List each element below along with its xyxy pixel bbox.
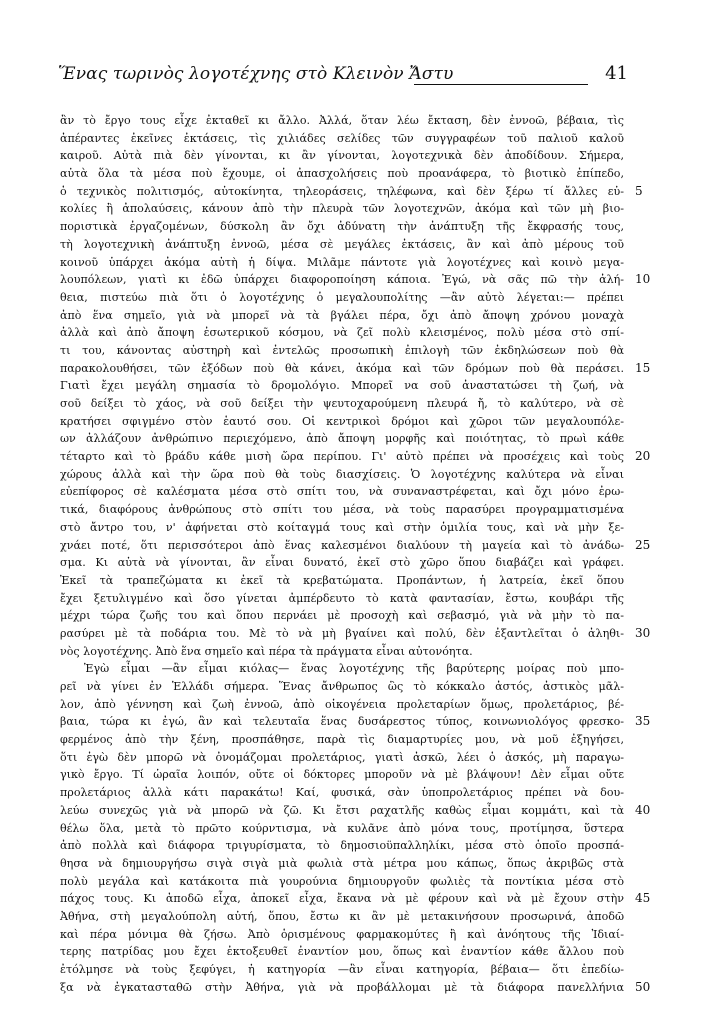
line-number: 20 bbox=[635, 449, 651, 464]
text-line bbox=[60, 855, 624, 873]
line-text: στὸ ἄντρο του, ν' ἀφήνεται στὸ κοίταγμά τους καὶ στὴν ὁμιλία τους, καὶ νὰ μὴν ξε- bbox=[60, 520, 624, 534]
line-text: προλετάριος ἀλλὰ κάτι παρακάτω! Καί, φυσικά, σὰν ὑποπρολετάριος πρέπει νὰ δου- bbox=[60, 786, 624, 800]
line-text: παρακολουθήσει, τῶν ἐξόδων ποὺ θὰ κάνει, ἀκόμα καὶ τῶν δρόμων ποὺ θὰ περάσει. bbox=[60, 361, 624, 375]
line-text: κολίες ἢ ἀπολαύσεις, κάνουν ἀπὸ τὴν πλευρὰ τῶν λογοτεχνῶν, ἀκόμα καὶ τῶν μὴ βιο- bbox=[60, 202, 624, 216]
text-line bbox=[60, 908, 624, 926]
text-line bbox=[60, 254, 624, 272]
line-number: 50 bbox=[635, 979, 651, 994]
line-text: ἀπὸ πολλὰ καὶ διάφορα τριγυρίσματα, τὸ δημοσιοϋπαλληλίκι, μέσα στὸ ὁποῖο προσπά- bbox=[60, 839, 624, 853]
text-line bbox=[60, 430, 624, 448]
text-line bbox=[60, 749, 624, 767]
text-line bbox=[60, 377, 624, 395]
page-number: 41 bbox=[605, 63, 628, 84]
line-text: ὁ τεχνικὸς πολιτισμός, αὐτοκίνητα, τηλεοράσεις, τηλέφωνα, καὶ δὲν ξέρω τί ἄλλες εὐ- bbox=[60, 184, 624, 198]
text-line bbox=[60, 784, 624, 802]
text-line bbox=[60, 731, 624, 749]
text-line bbox=[60, 607, 624, 625]
line-text: λον, ἀπὸ γέννηση καὶ ζωὴ ἐννοῶ, ἀπὸ οἰκογένεια προλεταρίων ὅμως, προλετάριος, βέ- bbox=[60, 697, 624, 711]
text-line bbox=[60, 236, 624, 254]
text-line bbox=[60, 448, 651, 466]
line-text: πάχος τους. Κι ἀποδῶ εἶχα, ἀποκεῖ εἶχα, ἔκανα νὰ μὲ φέρουν καὶ νὰ μὲ ἔχουν στὴν bbox=[60, 892, 624, 906]
line-text: ποριστικὰ ἐργαζομένων, δύσκολη ἂν ὄχι ἀδύνατη τὴν ἀνάπτυξη τῆς ἔκφρασής τους, bbox=[60, 220, 624, 234]
line-text: σμα. Κι αὐτὰ νὰ γίνονται, ἂν εἶναι δυνατό, ἐκεῖ στὸ χῶρο ὅπου διαβάζει καὶ γράφει. bbox=[60, 556, 624, 570]
line-text: θησα νὰ δημιουργήσω σιγὰ σιγὰ μιὰ φωλιὰ στὰ μέτρα μου κάπως, ὅπως ἀκριβῶς στὰ bbox=[60, 856, 624, 870]
text-line bbox=[60, 678, 624, 696]
text-line bbox=[60, 802, 651, 820]
text-line bbox=[60, 873, 624, 891]
line-text: ἀπὸ ἕνα σημεῖο, γιὰ νὰ μπορεῖ νὰ τὰ βγάλει πέρα, ὄχι ἀπὸ ἄποψη χρόνου μοναχὰ bbox=[60, 308, 624, 322]
line-text: Ἐκεῖ τὰ τραπεζώματα κι ἐκεῖ τὰ κρεβατώματα. Προπάντων, ἡ λατρεία, ἐκεῖ ὅπου bbox=[60, 573, 624, 587]
line-text: τι του, κάνοντας αὐστηρὴ καὶ ἐντελῶς προσωπικὴ ἐπιλογὴ τῶν ἐκδηλώσεων ποὺ θὰ bbox=[60, 343, 624, 357]
line-text: ἂν τὸ ἔργο τους εἶχε ἐκταθεῖ κι ἄλλο. Ἀλλά, ὅταν λέω ἔκταση, δὲν ἐννοῶ, βέβαια, τὶς bbox=[60, 114, 624, 127]
line-text: ὅτι ἐγὼ δὲν μπορῶ νὰ ὀνομάζομαι προλετάριος, γιατὶ ἀσκῶ, λέει ὁ ἀσκός, μὴ παραγω- bbox=[60, 750, 624, 764]
text-line bbox=[60, 147, 624, 165]
text-line bbox=[60, 537, 651, 555]
header-rule bbox=[414, 84, 588, 85]
line-text: θεια, πιστεύω πιὰ ὅτι ὁ λογοτέχνης ὁ μεγαλουπολίτης —ἂν αὐτὸ λέγεται:— πρέπει bbox=[60, 290, 624, 304]
running-header bbox=[58, 64, 628, 94]
text-line bbox=[60, 289, 624, 307]
text-line bbox=[60, 961, 624, 979]
text-line bbox=[60, 890, 651, 908]
line-text: λεύω συνεχῶς γιὰ νὰ μπορῶ νὰ ζῶ. Κι ἔτσι ραχατλῆς καθὼς εἶμαι κομμάτι, καὶ τὰ bbox=[60, 803, 624, 817]
line-text: θέλω ὅλα, μετὰ τὸ πρῶτο κούρντισμα, νὰ κυλᾶνε ἀπὸ μόνα τους, προτίμησα, ὕστερα bbox=[60, 821, 624, 835]
line-number: 40 bbox=[635, 802, 651, 817]
line-text: κρατήσει σφιγμένο στὸν ἑαυτό σου. Οἱ κεντρικοὶ δρόμοι καὶ χῶροι τῶν μεγαλουπόλε- bbox=[60, 414, 624, 428]
text-line bbox=[60, 413, 624, 431]
text-line bbox=[60, 713, 651, 731]
line-text: κοινοῦ ὑπάρχει ἀκόμα αὐτὴ ἡ δίψα. Μιλᾶμε πάντοτε γιὰ λογοτέχνες καὶ κοινὸ μεγα- bbox=[60, 255, 624, 269]
text-line bbox=[60, 501, 624, 519]
line-number: 45 bbox=[635, 891, 651, 906]
line-number: 5 bbox=[635, 183, 643, 198]
text-line bbox=[60, 466, 624, 484]
line-text: καὶ πέρα μόνιμα θὰ ζήσω. Ἀπὸ ὁρισμένους φαρμακομύτες ἢ καὶ ἀνόητους τῆς Ἰδιαί- bbox=[60, 927, 624, 941]
text-line bbox=[60, 130, 624, 148]
text-line bbox=[60, 200, 624, 218]
line-text: ἐτόλμησε νὰ τοὺς ξεφύγει, ἡ κατηγορία —ἂν εἶναι κατηγορία, βέβαια— ὅτι ἐπεδίω- bbox=[60, 963, 624, 976]
text-line bbox=[60, 660, 624, 678]
text-line bbox=[60, 943, 624, 961]
line-text: σοῦ δείξει τὸ χάος, νὰ σοῦ δείξει τὴν ψευτοχαρούμενη πλευρά ἤ, τὸ καλύτερο, νὰ σὲ bbox=[60, 397, 624, 410]
line-text: τὴ λογοτεχνικὴ ἀνάπτυξη ἐννοῶ, μέσα σὲ μεγάλες ἐκτάσεις, ἂν καὶ ἀπὸ μέρους τοῦ bbox=[60, 237, 624, 251]
body-text bbox=[60, 112, 651, 996]
text-line bbox=[60, 572, 624, 590]
text-line bbox=[60, 112, 624, 130]
line-text: καιροῦ. Αὐτὰ πιὰ δὲν γίνονται, κι ἂν γίνονται, λογοτεχνικὰ δὲν ἀποδίδουν. Σήμερα, bbox=[60, 149, 624, 163]
text-line bbox=[60, 165, 624, 183]
text-line bbox=[60, 519, 624, 537]
line-text: γικὸ ἔργο. Τί ὡραῖα λοιπόν, οὔτε οἱ δόκτορες μποροῦν νὰ μὲ βλάψουν! Δὲν εἶμαι οὔτε bbox=[60, 768, 624, 782]
line-text: εὐεπίφορος σὲ καλέσματα μέσα στὸ σπίτι του, νὰ συναναστρέφεται, καὶ ὄχι μόνο ἐρω- bbox=[60, 485, 624, 499]
text-line bbox=[60, 696, 624, 714]
line-text: Ἐγὼ εἶμαι —ἂν εἶμαι κιόλας— ἕνας λογοτέχνης τῆς βαρύτερης μοίρας ποὺ μπο- bbox=[84, 662, 624, 676]
running-head-title: Ἕνας τωρινὸς λογοτέχνης στὸ Κλεινὸν Ἄστυ bbox=[58, 64, 454, 84]
line-text: νὸς λογοτέχνης. Ἀπὸ ἕνα σημεῖο καὶ πέρα τὰ πράγματα εἶναι αὐτονόητα. bbox=[60, 644, 473, 658]
line-text: τέταρτο καὶ τὸ βράδυ κάθε μισὴ ὥρα περίπου. Γι' αὐτὸ πρέπει νὰ προσέχεις καὶ τοὺς bbox=[60, 450, 624, 464]
line-text: Γιατὶ ἔχει μεγάλη σημασία τὸ δρομολόγιο. Μπορεῖ να σοῦ ἀναστατώσει τὴ ζωή, νὰ bbox=[60, 379, 624, 393]
text-line bbox=[60, 625, 651, 643]
line-text: χώρους ἀλλὰ καὶ τὴν ὥρα ποὺ θὰ τοὺς διασχίσεις. Ὁ λογοτέχνης καλύτερα νὰ εἶναι bbox=[60, 467, 624, 481]
line-text: ἀλλὰ καὶ ἀπὸ ἄποψη ἐσωτερικοῦ κόσμου, νὰ ζεῖ πολὺ κλεισμένος, πολὺ μέσα στὸ σπί- bbox=[60, 326, 624, 340]
text-line bbox=[60, 766, 624, 784]
text-line bbox=[60, 342, 624, 360]
text-line bbox=[60, 837, 624, 855]
line-text: πολὺ μεγάλα καὶ κατάκοιτα πιὰ γουρούνια δημιουργοῦν φωλιὲς τὰ ποντίκια μέσα στὸ bbox=[60, 874, 624, 888]
text-line bbox=[60, 979, 651, 997]
line-text: ξα νὰ ἐγκατασταθῶ στὴν Ἀθήνα, γιὰ νὰ προβάλλομαι μὲ τὰ διάφορα πανελλήνια bbox=[60, 980, 624, 994]
text-line bbox=[60, 820, 624, 838]
line-text: ἔχει ξετυλιγμένο καὶ ὅσο γίνεται ἀμπέρδευτο τὸ κατὰ φαντασίαν, ἔστω, κουβάρι τῆς bbox=[60, 591, 624, 605]
text-line bbox=[60, 271, 651, 289]
line-text: λουπόλεων, γιατὶ κι ἐδῶ ὑπάρχει διαφοροποίηση κάποια. Ἐγώ, νὰ σᾶς πῶ τὴν ἀλή- bbox=[60, 273, 624, 287]
line-text: τικά, διαφόρους ἀνθρώπους στὸ σπίτι του μέσα, νὰ τοὺς παρασύρει προγραμματισμένα bbox=[60, 503, 624, 517]
line-text: ων ἀλλάζουν ἀνθρώπινο περιεχόμενο, ἀπὸ ἄποψη μορφῆς καὶ ποιότητας, τὸ πρωὶ κάθε bbox=[60, 432, 624, 446]
line-text: ρασύρει μὲ τὰ ποδάρια του. Μὲ τὸ νὰ μὴ βγαίνει καὶ πολύ, δὲν ἐξαντλεῖται ὁ ἀληθι- bbox=[60, 626, 624, 640]
text-line bbox=[60, 643, 624, 661]
line-number: 35 bbox=[635, 714, 651, 729]
text-line bbox=[60, 395, 624, 413]
line-text: ἀπέραντες ἐκεῖνες ἐκτάσεις, τὶς χιλιάδες σελίδες τῶν συγγραφέων τοῦ παλιοῦ καλοῦ bbox=[60, 131, 624, 145]
text-line bbox=[60, 590, 624, 608]
line-number: 30 bbox=[635, 625, 651, 640]
text-line bbox=[60, 307, 624, 325]
text-line bbox=[60, 183, 643, 201]
line-text: Ἀθήνα, στὴ μεγαλούπολη αὐτή, ὅπου, ἔστω κι ἂν μὲ μετακινήσουν προσωρινά, ἀποδῶ bbox=[60, 909, 624, 923]
line-text: φερμένος ἀπὸ τὴν ξένη, προσπάθησε, παρὰ τὶς διαμαρτυρίες μου, νὰ μοῦ ἐξηγήσει, bbox=[60, 733, 624, 747]
text-line bbox=[60, 554, 624, 572]
text-line bbox=[60, 360, 651, 378]
line-text: χνάει ποτέ, ὅτι περισσότεροι ἀπὸ ἕνας καλεσμένοι διαλύουν τὴ μαγεία καὶ τὸ ἀνάδω- bbox=[60, 538, 624, 552]
line-text: τερης πατρίδας μου ἔχει ἐκτοξευθεῖ ἐναντίον μου, ὅπως καὶ ἐναντίον κάθε ἄλλου ποὺ bbox=[60, 945, 624, 959]
line-text: μέχρι τώρα ζωῆς του καὶ ὅπου περνάει μὲ προσοχὴ καὶ σεβασμό, γιὰ νὰ μὴν τὸ πα- bbox=[60, 609, 624, 623]
line-text: αὐτὰ ὅλα τὰ μέσα ποὺ ἔχουμε, οἱ ἀπασχολήσεις ποὺ προανάφερα, τὸ βιοτικὸ ἐπίπεδο, bbox=[60, 167, 624, 181]
text-line bbox=[60, 483, 624, 501]
text-line bbox=[60, 218, 624, 236]
line-number: 10 bbox=[635, 272, 651, 287]
line-number: 25 bbox=[635, 537, 651, 552]
text-line bbox=[60, 926, 624, 944]
line-text: βαια, τώρα κι ἐγώ, ἂν καὶ τελευταῖα ἕνας δυσάρεστος τύπος, κοινωνιολόγος φρεσκο- bbox=[60, 715, 624, 729]
line-number: 15 bbox=[635, 360, 651, 375]
text-line bbox=[60, 324, 624, 342]
line-text: ρεῖ νὰ γίνει ἐν Ἑλλάδι σήμερα. Ἕνας ἄνθρωπος ὣς τὸ κόκκαλο ἀστός, ἀστικὸς μᾶλ- bbox=[60, 680, 624, 693]
